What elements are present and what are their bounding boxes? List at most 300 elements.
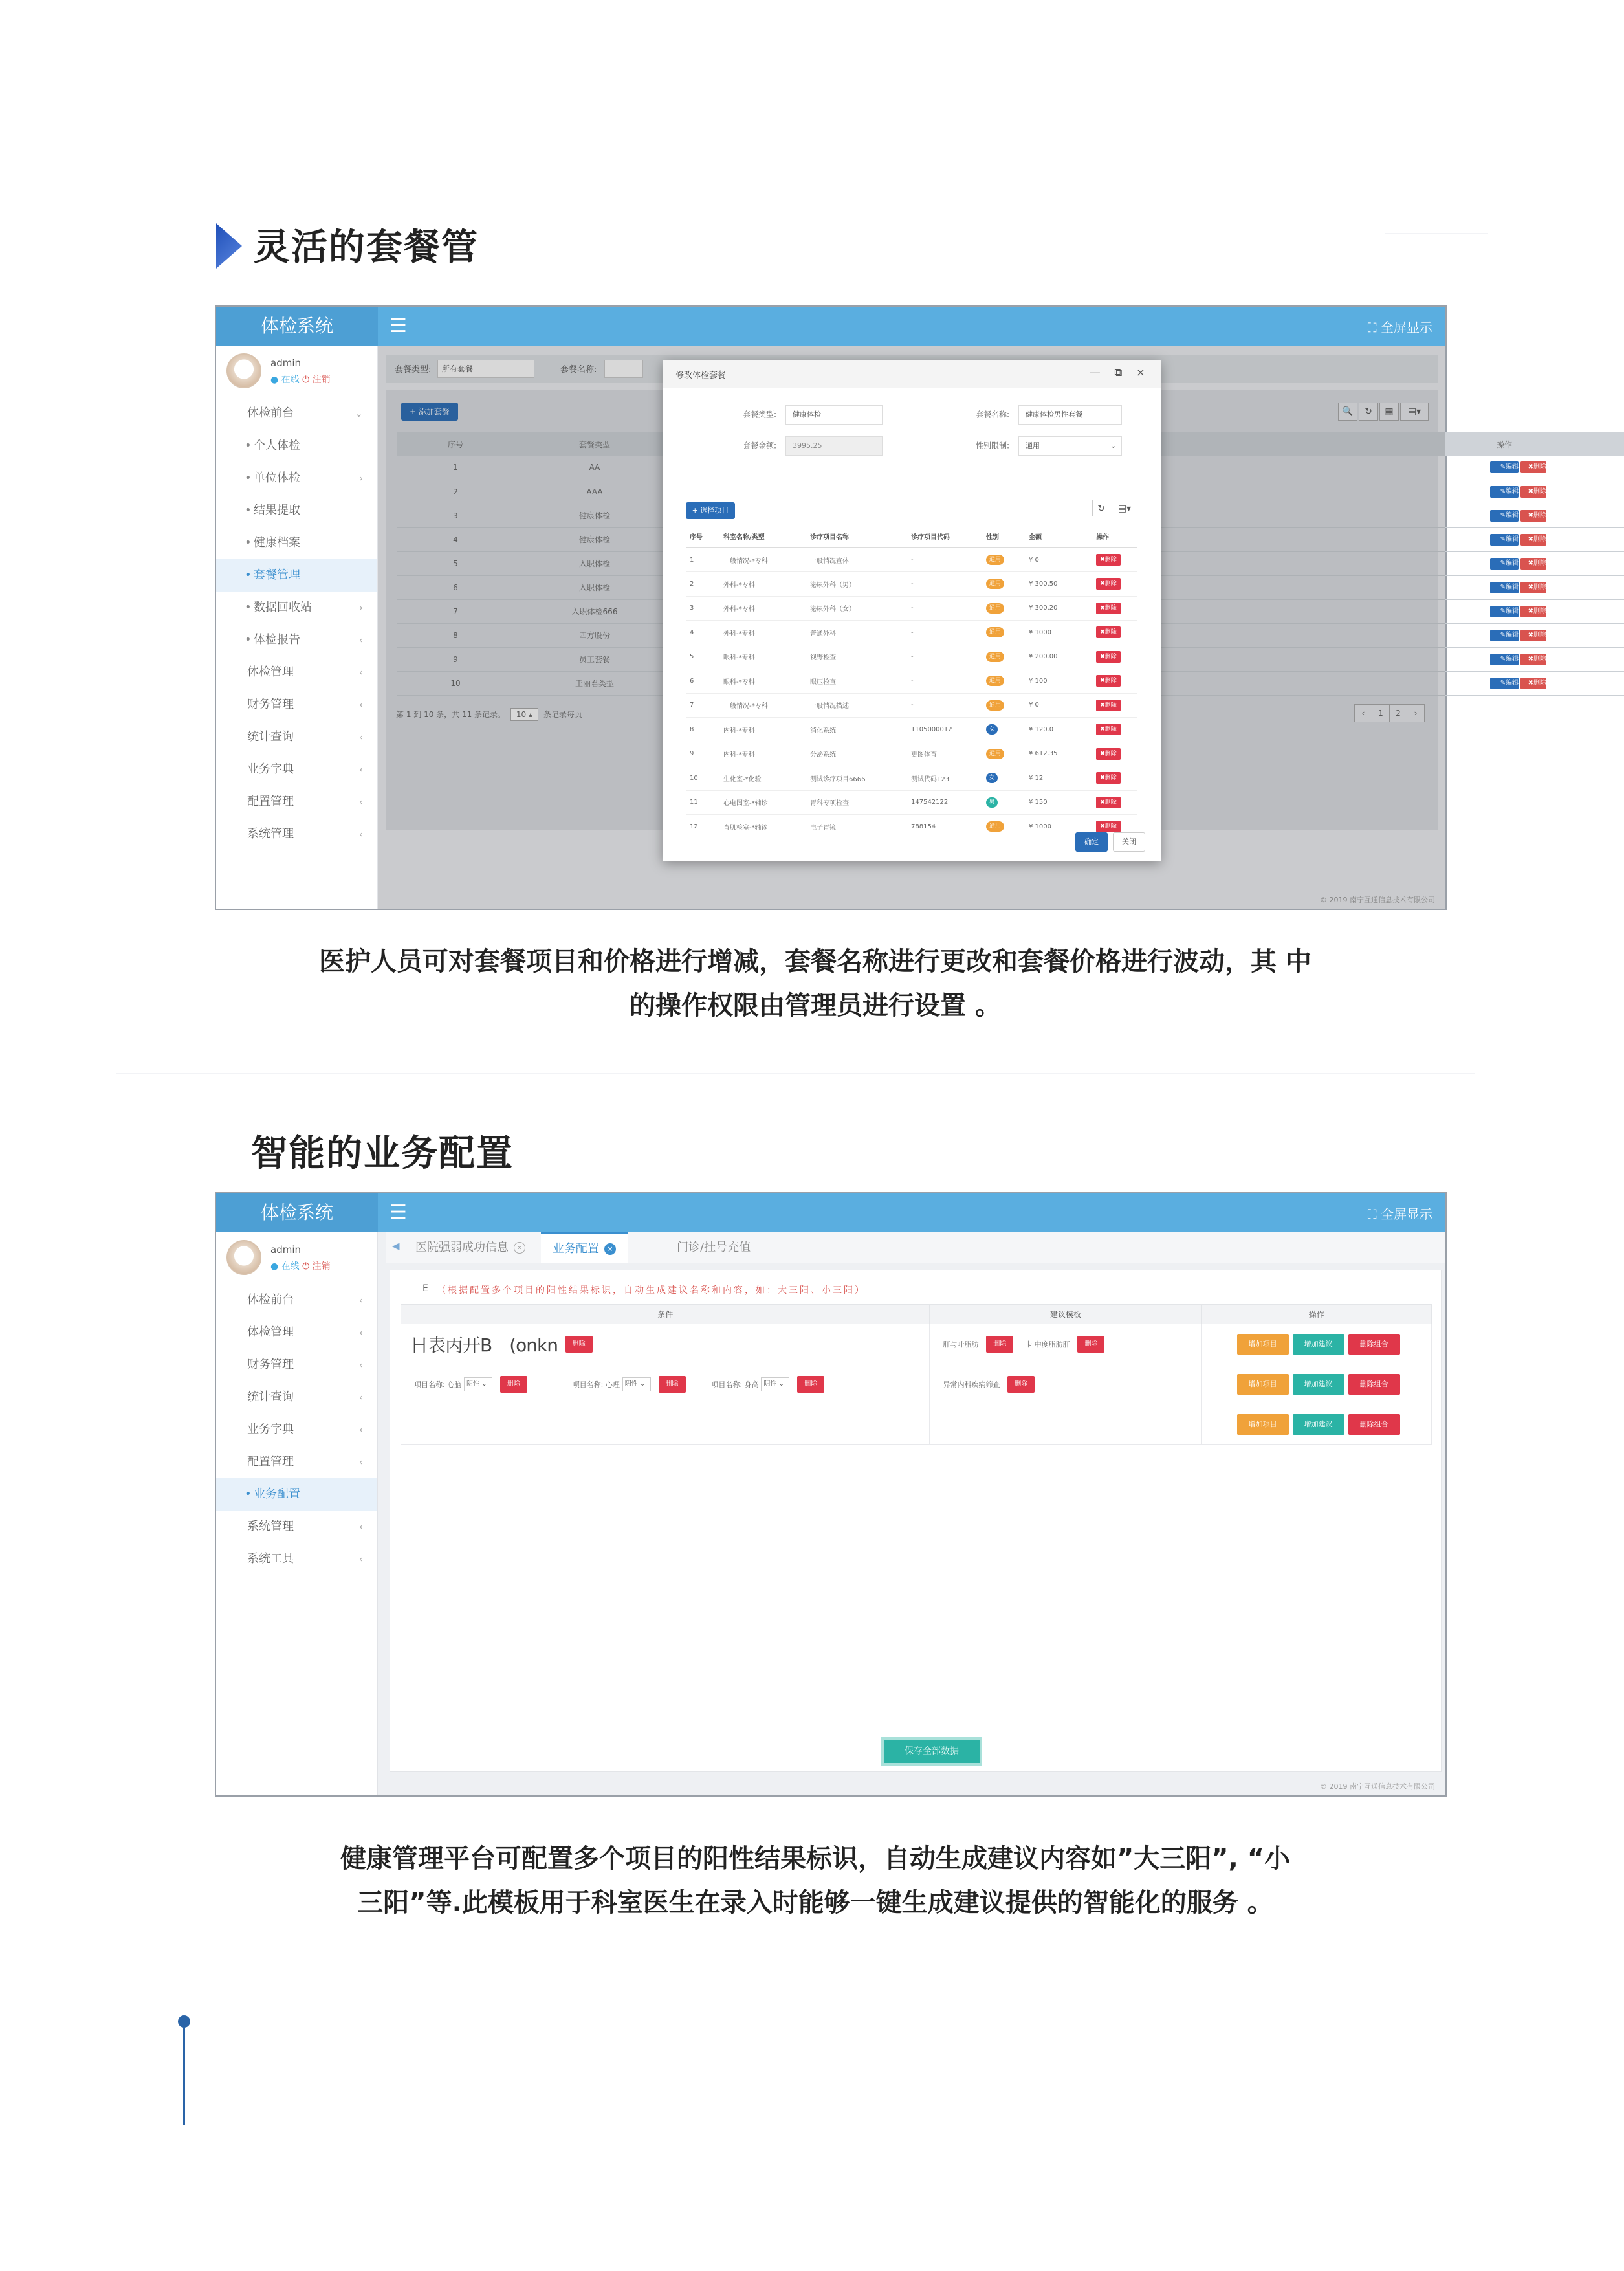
brand-title: 体检系统 — [216, 307, 378, 346]
close-button[interactable]: 关闭 — [1113, 832, 1145, 852]
row-number: 8 — [397, 623, 514, 647]
sidebar-item[interactable] — [216, 527, 377, 559]
chevron-icon: ‹ — [359, 1359, 363, 1371]
edit-button[interactable]: ✎编辑 — [1490, 654, 1519, 665]
gender-cell — [982, 621, 1025, 645]
delete-suggestion-button[interactable]: 删除 — [1007, 1376, 1035, 1393]
item-code: 788154 — [907, 815, 982, 839]
package-items-table — [686, 526, 1137, 839]
gender-cell — [982, 766, 1025, 791]
row-number: 1 — [397, 456, 514, 480]
gender-cell — [982, 596, 1025, 621]
sidebar-item-label: 体检报告 — [254, 633, 300, 647]
gender-cell — [982, 572, 1025, 597]
row-number: 4 — [397, 527, 514, 551]
sidebar-item-label: 健康档案 — [254, 536, 300, 549]
logout-link[interactable]: ⏻ 注销 — [302, 375, 331, 385]
delete-combo-button[interactable]: 删除组合 — [1348, 1414, 1400, 1435]
chevron-icon: ‹ — [359, 731, 363, 743]
chevron-icon: ‹ — [359, 796, 363, 808]
gender-badge: 女 — [986, 724, 998, 735]
chevron-icon: ‹ — [359, 828, 363, 840]
row-actions — [1092, 548, 1137, 572]
edit-button[interactable]: ✎编辑 — [1490, 582, 1519, 593]
type-label: 套餐类型: — [743, 410, 777, 419]
item-code: 测试代码123 — [907, 766, 982, 791]
item-amount: ¥ 0 — [1025, 693, 1092, 718]
config-table — [401, 1304, 1432, 1445]
sidebar-item-label: 体检管理 — [247, 1325, 294, 1339]
sidebar-item[interactable] — [216, 1381, 377, 1413]
tab-hospital-info[interactable] — [415, 1232, 525, 1263]
condition-text: 日表丙开B (onkn — [410, 1334, 558, 1356]
gender-cell — [982, 548, 1025, 572]
delete-button[interactable]: ✖删除 — [1520, 461, 1546, 473]
item-amount: ¥ 100 — [1025, 669, 1092, 694]
name-field[interactable]: 健康体检男性套餐 — [1018, 405, 1122, 425]
close-icon[interactable]: × — [604, 1243, 616, 1255]
sidebar-menu — [216, 397, 377, 850]
row-number: 2 — [686, 572, 719, 597]
gender-badge: 男 — [986, 797, 998, 808]
avatar — [226, 353, 261, 388]
divider — [1385, 233, 1488, 234]
delete-button[interactable]: ✖删除 — [1520, 630, 1546, 641]
row-number: 10 — [686, 766, 719, 791]
sidebar-item-label: 个人体检 — [254, 439, 300, 452]
avatar — [226, 1240, 261, 1275]
sidebar-item[interactable] — [216, 786, 377, 818]
package-type-label: 套餐类型: — [395, 365, 432, 375]
item-name: 泌尿外科（女） — [806, 596, 907, 621]
copyright-footer: © 2019 南宁互通信息技术有限公司 — [1320, 1782, 1435, 1791]
sidebar-item[interactable] — [216, 753, 377, 786]
table-row — [686, 572, 1137, 597]
table-row — [686, 790, 1137, 815]
add-suggestion-button[interactable]: 增加建议 — [1293, 1374, 1344, 1395]
section-title-package-management: 灵活的套餐管 — [254, 227, 479, 269]
top-bar — [216, 1193, 1445, 1232]
gender-cell — [982, 815, 1025, 839]
delete-button[interactable]: ✖删除 — [1520, 558, 1546, 570]
delete-button[interactable]: ✖删除 — [1520, 582, 1546, 593]
package-type: AAA — [514, 480, 675, 504]
copyright-footer: © 2019 南宁互通信息技术有限公司 — [1320, 896, 1435, 904]
gender-badge: 通用 — [986, 652, 1004, 662]
table-header: 序号 — [397, 432, 514, 456]
delete-suggestion-button[interactable]: 删除 — [1077, 1336, 1104, 1353]
table-row — [686, 596, 1137, 621]
gender-cell — [982, 718, 1025, 742]
sidebar — [216, 346, 378, 909]
package-type: 入职体检666 — [514, 599, 675, 623]
row-actions — [1092, 621, 1137, 645]
row-number: 5 — [686, 645, 719, 669]
user-name: admin — [270, 1244, 301, 1256]
add-suggestion-button[interactable]: 增加建议 — [1293, 1334, 1344, 1355]
result-select[interactable]: 阴性 ⌄ — [464, 1377, 492, 1391]
sidebar-item[interactable] — [216, 462, 377, 494]
chevron-icon: ‹ — [359, 1553, 363, 1565]
table-row — [686, 766, 1137, 791]
item-amount: ¥ 612.35 — [1025, 742, 1092, 766]
gender-badge: 通用 — [986, 627, 1004, 637]
item-name: 电子胃镜 — [806, 815, 907, 839]
table-header: 操作 — [1385, 432, 1624, 456]
delete-condition-button[interactable]: 删除 — [500, 1376, 527, 1393]
tab-label: 医院强弱成功信息 — [415, 1241, 509, 1254]
online-status: ● 在线 — [270, 375, 300, 385]
item-amount: ¥ 1000 — [1025, 815, 1092, 839]
add-item-button[interactable]: 增加项目 — [1237, 1414, 1289, 1435]
dept-name: 一般情况-*专科 — [719, 693, 806, 718]
caption-line: 三阳”等.此模板用于科室医生在录入时能够一键生成建议提供的智能化的服务 。 — [357, 1888, 1273, 1918]
chevron-icon: ‹ — [359, 1456, 363, 1468]
table-row — [686, 669, 1137, 694]
sidebar-item[interactable] — [216, 1543, 377, 1575]
tab-scroll-left-icon[interactable]: ◀ — [392, 1240, 400, 1252]
edit-button[interactable]: ✎编辑 — [1490, 461, 1519, 473]
sidebar-item-label: 体检管理 — [247, 665, 294, 679]
result-select[interactable]: 阴性 ⌄ — [761, 1377, 789, 1391]
logout-link[interactable]: ⏻ 注销 — [302, 1261, 331, 1272]
gender-cell — [982, 669, 1025, 694]
user-panel — [216, 346, 377, 397]
item-name: 分泌系统 — [806, 742, 907, 766]
item-amount: ¥ 300.20 — [1025, 596, 1092, 621]
choose-item-button[interactable]: + 选择项目 — [686, 502, 735, 519]
item-name: 胃科专项检查 — [806, 790, 907, 815]
sidebar-item[interactable] — [216, 1413, 377, 1446]
modal-footer — [1075, 832, 1145, 852]
gender-badge: 通用 — [986, 700, 1004, 711]
delete-button[interactable]: ✖删除 — [1096, 554, 1121, 566]
name-label: 套餐名称: — [976, 410, 1010, 419]
item-code: - — [907, 645, 982, 669]
add-item-button[interactable]: 增加项目 — [1237, 1334, 1289, 1355]
add-item-button[interactable]: 增加项目 — [1237, 1374, 1289, 1395]
package-type: 王丽君类型 — [514, 671, 675, 695]
user-panel — [216, 1232, 377, 1284]
sidebar-item[interactable] — [216, 592, 377, 624]
item-code: 147542122 — [907, 790, 982, 815]
confirm-button[interactable]: 确定 — [1075, 832, 1108, 852]
section1-caption — [246, 940, 1385, 1028]
table-header: 科室名称/类型 — [719, 526, 806, 548]
gender-cell — [982, 693, 1025, 718]
table-row — [401, 1364, 1432, 1404]
item-amount: ¥ 120.0 — [1025, 718, 1092, 742]
delete-button[interactable]: ✖删除 — [1096, 578, 1121, 590]
item-amount: ¥ 200.00 — [1025, 645, 1092, 669]
close-icon[interactable]: × — [514, 1242, 525, 1254]
row-number: 3 — [686, 596, 719, 621]
package-type: 入职体检 — [514, 551, 675, 575]
delete-button[interactable]: ✖删除 — [1096, 700, 1121, 711]
add-suggestion-button[interactable]: 增加建议 — [1293, 1414, 1344, 1435]
edit-button[interactable]: ✎编辑 — [1490, 486, 1519, 498]
tab-clinic-recharge[interactable] — [677, 1232, 751, 1263]
delete-combo-button[interactable]: 删除组合 — [1348, 1334, 1400, 1355]
dept-name: 外科-*专科 — [719, 572, 806, 597]
sidebar-item[interactable] — [216, 1316, 377, 1349]
delete-button[interactable]: ✖删除 — [1520, 486, 1546, 498]
page-size-select[interactable]: 10 ▴ — [510, 708, 538, 721]
hamburger-icon[interactable]: ☰ — [390, 1201, 407, 1224]
sidebar-item[interactable] — [216, 1284, 377, 1316]
refresh-icon[interactable]: ↻ — [1359, 403, 1378, 421]
row-number: 10 — [397, 671, 514, 695]
screenshot-business-config — [215, 1192, 1447, 1797]
amount-field[interactable]: 3995.25 — [785, 436, 883, 456]
dept-name: 生化室-*化验 — [719, 766, 806, 791]
delete-button[interactable]: ✖删除 — [1520, 534, 1546, 546]
delete-button[interactable]: ✖删除 — [1096, 772, 1121, 784]
top-bar — [216, 307, 1445, 346]
tab-business-config[interactable] — [541, 1232, 628, 1263]
row-number: 9 — [397, 647, 514, 671]
table-header: 诊疗项目名称 — [806, 526, 907, 548]
sidebar-menu — [216, 1284, 377, 1575]
condition-cell — [401, 1364, 930, 1404]
chevron-icon: ‹ — [359, 1294, 363, 1306]
next-page-button[interactable]: › — [1407, 704, 1425, 722]
item-name-label: 项目名称: 心脑 — [414, 1380, 462, 1389]
gender-badge: 通用 — [986, 749, 1004, 759]
edit-button[interactable]: ✎编辑 — [1490, 510, 1519, 522]
row-actions — [1092, 572, 1137, 597]
item-name-label: 项目名称: 身高 — [711, 1380, 759, 1389]
item-code: - — [907, 548, 982, 572]
delete-button[interactable]: ✖删除 — [1520, 606, 1546, 617]
record-count: 第 1 到 10 条，共 11 条记录。 — [396, 710, 506, 719]
config-note: （根据配置多个项目的阳性结果标识，自动生成建议名称和内容，如：大三阳、小三阳） — [437, 1285, 866, 1296]
table-row — [686, 645, 1137, 669]
row-number: 3 — [397, 504, 514, 527]
user-name: admin — [270, 357, 301, 369]
form-row-amount — [743, 436, 883, 456]
dept-name: 内科-*专科 — [719, 742, 806, 766]
delete-condition-button[interactable]: 删除 — [565, 1336, 593, 1353]
item-name: 测试诊疗项目6666 — [806, 766, 907, 791]
dept-name: 心电图室-*辅诊 — [719, 790, 806, 815]
table-header: 序号 — [686, 526, 719, 548]
gender-select[interactable]: 通用 ⌄ — [1018, 436, 1122, 456]
row-number: 6 — [686, 669, 719, 694]
delete-button[interactable]: ✖删除 — [1096, 651, 1121, 663]
package-type: 四方股份 — [514, 623, 675, 647]
chevron-icon: ‹ — [359, 699, 363, 711]
item-name: 一般情况查体 — [806, 548, 907, 572]
delete-button[interactable]: ✖删除 — [1096, 675, 1121, 687]
sidebar-item[interactable] — [216, 656, 377, 689]
delete-button[interactable]: ✖删除 — [1096, 724, 1121, 735]
row-actions — [1092, 596, 1137, 621]
modal-toolbar — [1091, 500, 1137, 516]
delete-combo-button[interactable]: 删除组合 — [1348, 1374, 1400, 1395]
form-row-gender — [976, 436, 1122, 456]
row-actions — [1092, 742, 1137, 766]
sidebar-item-label: 数据回收站 — [254, 601, 312, 614]
suggestion-cell — [930, 1404, 1202, 1445]
sidebar-item[interactable] — [216, 559, 377, 592]
sidebar-item[interactable] — [216, 397, 377, 430]
sidebar-item-label: 系统管理 — [247, 1520, 294, 1533]
chevron-icon: ‹ — [359, 634, 363, 646]
package-name-label: 套餐名称: — [560, 365, 597, 375]
gender-cell — [982, 790, 1025, 815]
suggestion-text: 卡 中度脂肪肝 — [1025, 1340, 1070, 1349]
item-amount: ¥ 150 — [1025, 790, 1092, 815]
table-row — [686, 548, 1137, 572]
sidebar-item-label: 业务配置 — [254, 1487, 300, 1501]
refresh-icon[interactable]: ↻ — [1092, 500, 1110, 516]
hamburger-icon[interactable]: ☰ — [390, 315, 407, 337]
sidebar-item[interactable] — [216, 1349, 377, 1381]
sidebar-item-label: 财务管理 — [247, 698, 294, 711]
sidebar-item[interactable] — [216, 721, 377, 753]
condition-cell — [401, 1404, 930, 1445]
dept-name: 眼科-*专科 — [719, 669, 806, 694]
delete-button[interactable]: ✖删除 — [1096, 626, 1121, 638]
row-actions — [1092, 718, 1137, 742]
delete-button[interactable]: ✖删除 — [1520, 678, 1546, 689]
type-field[interactable]: 健康体检 — [785, 405, 883, 425]
chevron-icon: ‹ — [359, 1424, 363, 1435]
gender-label: 性别限制: — [976, 441, 1010, 450]
sidebar — [216, 1232, 378, 1795]
table-header: 套餐类型 — [514, 432, 675, 456]
fullscreen-button[interactable]: ⛶ 全屏显示 — [1367, 1206, 1432, 1222]
config-panel — [390, 1270, 1442, 1772]
sidebar-item[interactable] — [216, 1511, 377, 1543]
package-type-select[interactable]: 所有套餐 — [437, 360, 534, 378]
sidebar-item[interactable] — [216, 1478, 377, 1511]
brand-title: 体检系统 — [216, 1193, 378, 1232]
caption-line: 健康管理平台可配置多个项目的阳性结果标识，自动生成建议内容如”大三阳”, “小 — [340, 1844, 1290, 1874]
page-size-label: 条记录每页 — [543, 710, 582, 719]
columns-icon[interactable]: ▤▾ — [1112, 500, 1137, 516]
user-status — [270, 1259, 331, 1272]
table-row — [686, 718, 1137, 742]
sidebar-item-label: 系统管理 — [247, 827, 294, 841]
caption-line: 的操作权限由管理员进行设置 。 — [630, 991, 1001, 1021]
operations-cell — [1202, 1364, 1432, 1404]
prev-page-button[interactable]: ‹ — [1354, 704, 1372, 722]
modal-window-controls[interactable]: — ⧉ × — [1089, 366, 1150, 379]
dept-name: 内科-*专科 — [719, 718, 806, 742]
row-number: 7 — [686, 693, 719, 718]
page-1-button[interactable]: 1 — [1372, 704, 1390, 722]
row-actions — [1092, 766, 1137, 791]
section2-caption — [259, 1837, 1372, 1925]
modal-header — [663, 360, 1161, 388]
add-package-button[interactable]: + 添加套餐 — [401, 403, 458, 421]
gender-cell — [982, 645, 1025, 669]
edit-button[interactable]: ✎编辑 — [1490, 678, 1519, 689]
sidebar-item[interactable] — [216, 689, 377, 721]
delete-button[interactable]: ✖删除 — [1096, 797, 1121, 808]
package-type: AA — [514, 456, 675, 480]
suggestion-text: 肝与叶脂肪 — [943, 1340, 979, 1349]
amount-label: 套餐金额: — [743, 441, 777, 450]
pin-line — [183, 2024, 185, 2125]
edit-button[interactable]: ✎编辑 — [1490, 534, 1519, 546]
dept-name: 一般情况-*专科 — [719, 548, 806, 572]
note-prefix: E — [422, 1283, 428, 1294]
item-code: - — [907, 572, 982, 597]
operations-cell — [1202, 1324, 1432, 1364]
table-header: 金额 — [1025, 526, 1092, 548]
gender-badge: 通用 — [986, 555, 1004, 565]
row-number: 7 — [397, 599, 514, 623]
item-amount: ¥ 300.50 — [1025, 572, 1092, 597]
edit-button[interactable]: ✎编辑 — [1490, 606, 1519, 617]
delete-button[interactable]: ✖删除 — [1520, 654, 1546, 665]
edit-button[interactable]: ✎编辑 — [1490, 630, 1519, 641]
result-select[interactable]: 阴性 ⌄ — [622, 1377, 651, 1391]
delete-button[interactable]: ✖删除 — [1096, 748, 1121, 760]
sidebar-item[interactable] — [216, 818, 377, 850]
delete-button[interactable]: ✖删除 — [1096, 603, 1121, 614]
gender-badge: 通用 — [986, 579, 1004, 589]
sidebar-item-label: 套餐管理 — [254, 568, 300, 582]
fullscreen-button[interactable]: ⛶ 全屏显示 — [1367, 320, 1432, 335]
package-type: 健康体检 — [514, 504, 675, 527]
sidebar-item[interactable] — [216, 494, 377, 527]
edit-package-modal — [663, 360, 1161, 861]
sidebar-item-label: 统计查询 — [247, 730, 294, 744]
sidebar-item-label: 体检前台 — [247, 1293, 294, 1307]
sidebar-item[interactable] — [216, 1446, 377, 1478]
columns-icon[interactable]: ▤▾ — [1400, 403, 1429, 421]
delete-condition-button[interactable]: 删除 — [659, 1376, 686, 1393]
tab-label: 业务配置 — [553, 1242, 599, 1256]
grid-icon[interactable]: ▦ — [1379, 403, 1399, 421]
dept-name: 外科-*专科 — [719, 621, 806, 645]
divider — [116, 1073, 1475, 1074]
table-header: 操作 — [1092, 526, 1137, 548]
sidebar-item-label: 单位体检 — [254, 471, 300, 485]
search-icon[interactable]: 🔍 — [1338, 403, 1357, 421]
gender-badge: 女 — [986, 773, 998, 783]
sidebar-item-label: 结果提取 — [254, 504, 300, 517]
modal-title: 修改体检套餐 — [675, 371, 727, 381]
row-number: 2 — [397, 480, 514, 504]
package-type: 员工套餐 — [514, 647, 675, 671]
section-title-business-config: 智能的业务配置 — [251, 1133, 514, 1175]
gender-badge: 通用 — [986, 603, 1004, 614]
delete-button[interactable]: ✖删除 — [1520, 510, 1546, 522]
edit-button[interactable]: ✎编辑 — [1490, 558, 1519, 570]
delete-button[interactable]: ✖删除 — [1096, 821, 1121, 832]
online-status: ● 在线 — [270, 1261, 300, 1272]
suggestion-cell — [930, 1364, 1202, 1404]
page-2-button[interactable]: 2 — [1389, 704, 1407, 722]
delete-suggestion-button[interactable]: 删除 — [986, 1336, 1013, 1353]
delete-condition-button[interactable]: 删除 — [797, 1376, 824, 1393]
sidebar-item[interactable] — [216, 430, 377, 462]
table-row — [686, 621, 1137, 645]
dept-name: 外科-*专科 — [719, 596, 806, 621]
sidebar-item[interactable] — [216, 624, 377, 656]
gender-badge: 通用 — [986, 821, 1004, 832]
save-all-button[interactable]: 保存全部数据 — [881, 1737, 982, 1766]
table-row — [401, 1404, 1432, 1445]
row-actions — [1092, 645, 1137, 669]
dept-name: 育肌检室-*辅诊 — [719, 815, 806, 839]
table-header: 操作 — [1202, 1305, 1432, 1324]
